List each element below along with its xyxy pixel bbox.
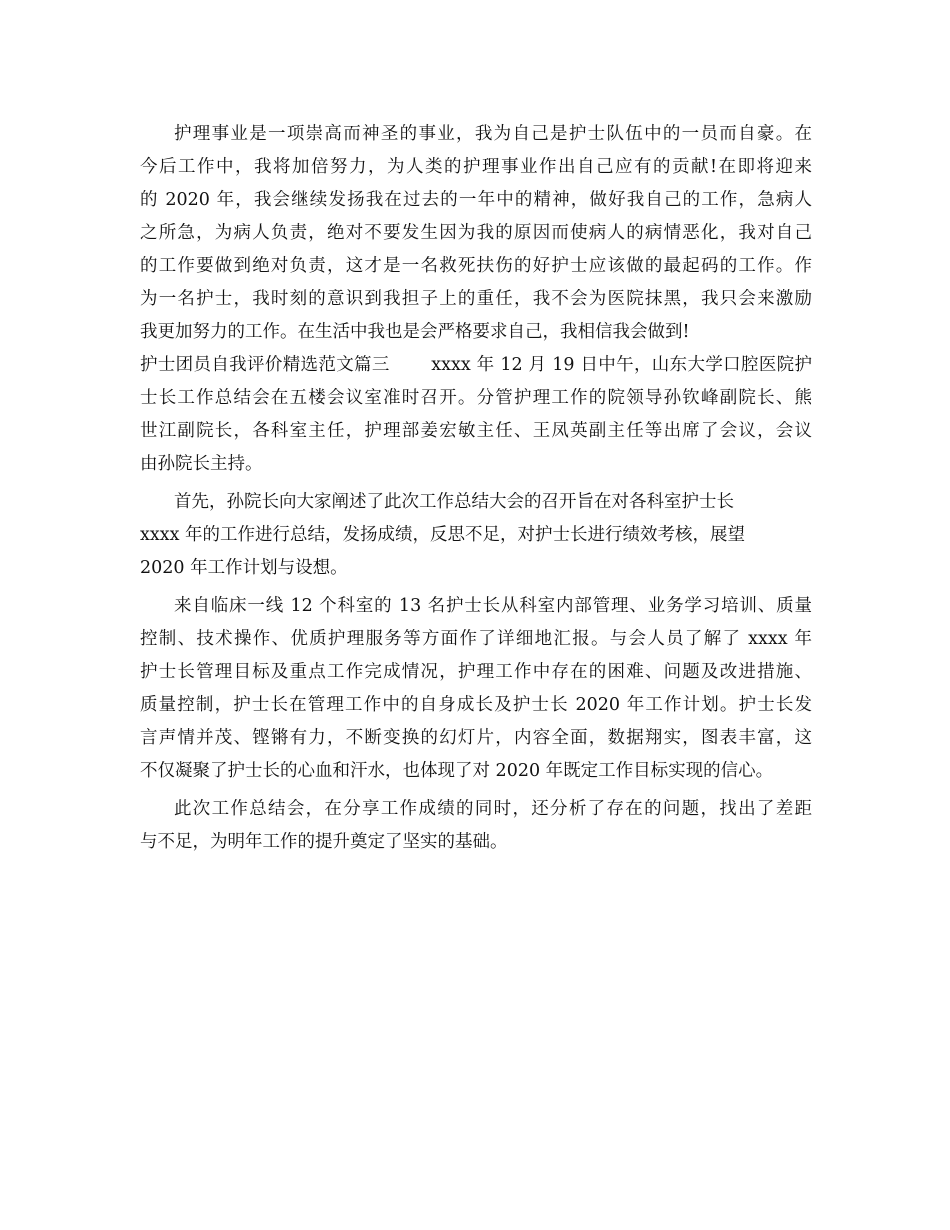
text-line: 我更加努力的工作。在生活中我也是会严格要求自己，我相信我会做到! bbox=[140, 322, 690, 342]
text-line: 不仅凝聚了护士长的心血和汗水，也体现了对 2020 年既定工作目标实现的信心。 bbox=[140, 761, 774, 781]
text-line: xxxx 年的工作进行总结，发扬成绩，反思不足，对护士长进行绩效考核，展望 bbox=[140, 525, 746, 545]
text-line: 控制、技术操作、优质护理服务等方面作了详细地汇报。与会人员了解了 xxxx 年 bbox=[140, 629, 812, 649]
text-line: 与不足，为明年工作的提升奠定了坚实的基础。 bbox=[140, 832, 508, 852]
document-body bbox=[140, 118, 812, 859]
text-line: 世江副院长，各科室主任，护理部姜宏敏主任、王凤英副主任等出席了会议，会议 bbox=[140, 421, 812, 441]
text-line: 士长工作总结会在五楼会议室准时召开。分管护理工作的院领导孙钦峰副院长、熊 bbox=[140, 388, 812, 408]
text-line: 的工作要做到绝对负责，这才是一名救死扶伤的好护士应该做的最起码的工作。作 bbox=[140, 256, 812, 276]
text-line: 首先，孙院长向大家阐述了此次工作总结大会的召开旨在对各科室护士长 bbox=[174, 492, 734, 512]
text-line: 护士长管理目标及重点工作完成情况，护理工作中存在的困难、问题及改进措施、 bbox=[140, 662, 812, 682]
text-line: 护士团员自我评价精选范文篇三 xxxx 年 12 月 19 日中午，山东大学口腔医院护 bbox=[140, 355, 812, 375]
text-line: 质量控制，护士长在管理工作中的自身成长及护士长 2020 年工作计划。护士长发 bbox=[140, 695, 812, 715]
text-line: 来自临床一线 12 个科室的 13 名护士长从科室内部管理、业务学习培训、质量 bbox=[174, 596, 812, 616]
text-line: 此次工作总结会，在分享工作成绩的同时，还分析了存在的问题，找出了差距 bbox=[174, 799, 812, 819]
text-line: 由孙院长主持。 bbox=[140, 454, 263, 474]
text-line: 的 2020 年，我会继续发扬我在过去的一年中的精神，做好我自己的工作，急病人 bbox=[140, 190, 812, 210]
text-line: 之所急，为病人负责，绝对不要发生因为我的原因而使病人的病情恶化，我对自己 bbox=[140, 223, 812, 243]
text-line: 为一名护士，我时刻的意识到我担子上的重任，我不会为医院抹黑，我只会来激励 bbox=[140, 289, 812, 309]
text-line: 言声情并茂、铿锵有力，不断变换的幻灯片，内容全面，数据翔实，图表丰富，这 bbox=[140, 728, 812, 748]
text-line: 今后工作中，我将加倍努力，为人类的护理事业作出自己应有的贡献!在即将迎来 bbox=[140, 157, 812, 177]
text-line: 2020 年工作计划与设想。 bbox=[140, 558, 348, 578]
text-line: 护理事业是一项崇高而神圣的事业，我为自己是护士队伍中的一员而自豪。在 bbox=[174, 124, 812, 144]
